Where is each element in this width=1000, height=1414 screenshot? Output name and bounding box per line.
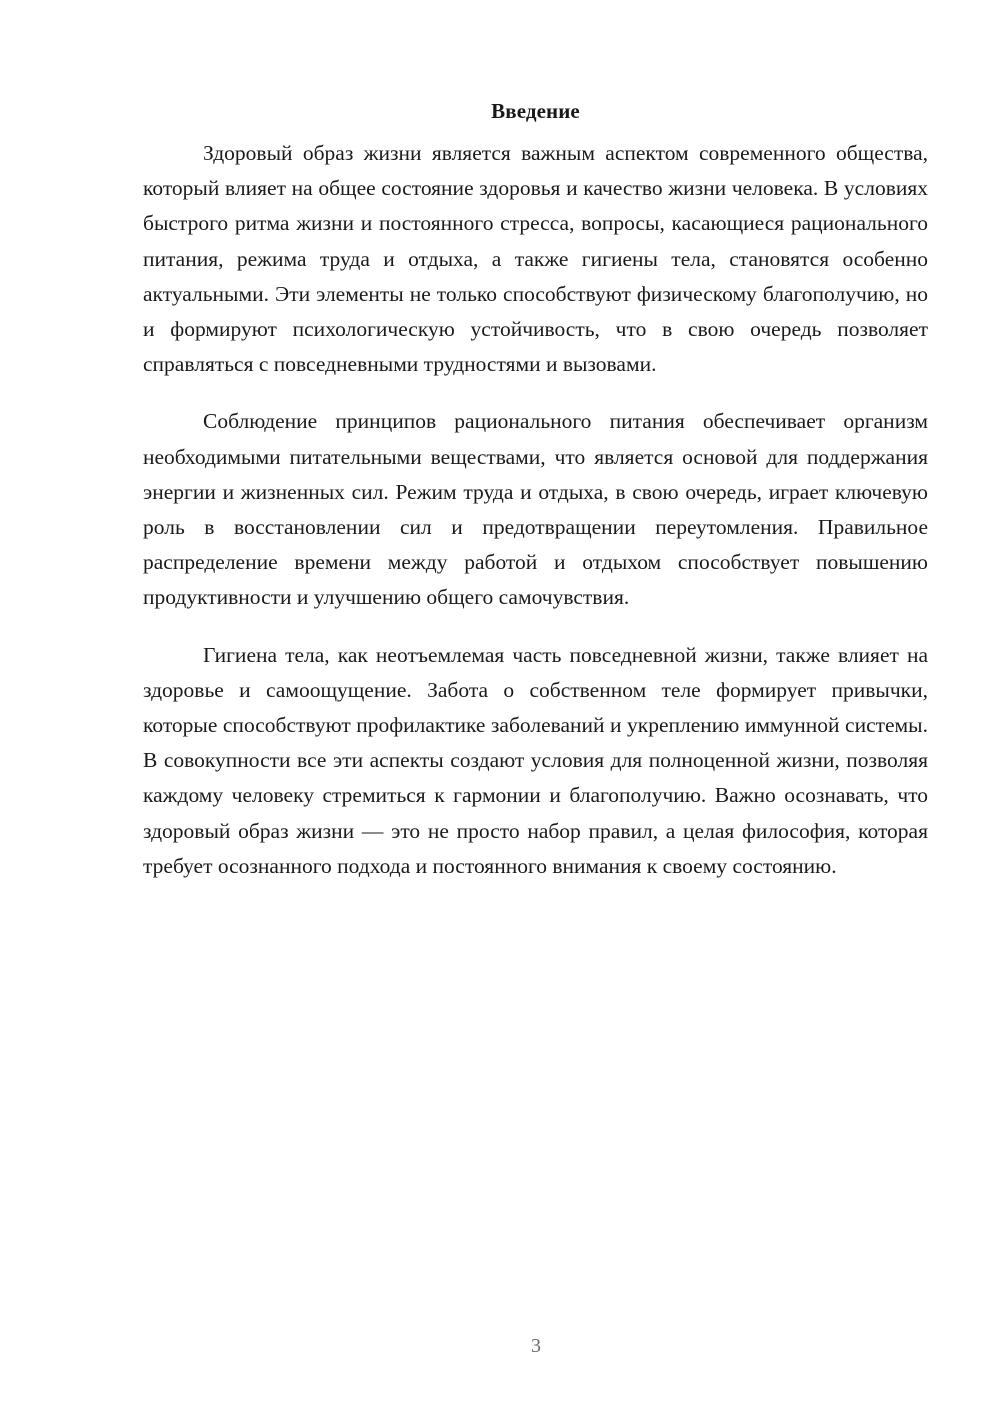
- paragraph-1: Здоровый образ жизни является важным аспектом современного общества, который влияет на общее состояние здоровья и качество жизни человека. В условиях быстрого ритма жизни и постоянного стресса, вопросы, касающиеся рационального питания, режима труда и отдыха, а также гигиены тела, становятся особенно актуальными. Эти элементы не только способствуют физическому благополучию, но и формируют психологическую устойчивость, что в свою очередь позволяет справляться с повседневными трудностями и вызовами.: [143, 141, 928, 377]
- section-heading: Введение: [491, 99, 580, 123]
- page-number: 3: [531, 1335, 541, 1357]
- paragraph-2: Соблюдение принципов рационального питания обеспечивает организм необходимыми питательными веществами, что является основой для поддержания энергии и жизненных сил. Режим труда и отдыха, в свою очередь, играет ключевую роль в восстановлении сил и предотвращении переутомления. Правильное распределение времени между работой и отдыхом способствует повышению продуктивности и улучшению общего самочувствия.: [143, 409, 928, 610]
- page-body: [143, 96, 928, 906]
- paragraph-3: Гигиена тела, как неотъемлемая часть повседневной жизни, также влияет на здоровье и самоощущение. Забота о собственном теле формирует привычки, которые способствуют профилактике заболеваний и укреплению иммунной системы. В совокупности все эти аспекты создают условия для полноценной жизни, позволяя каждому человеку стремиться к гармонии и благополучию. Важно осознавать, что здоровый образ жизни — это не просто набор правил, а целая философия, которая требует осознанного подхода и постоянного внимания к своему состоянию.: [143, 642, 928, 878]
